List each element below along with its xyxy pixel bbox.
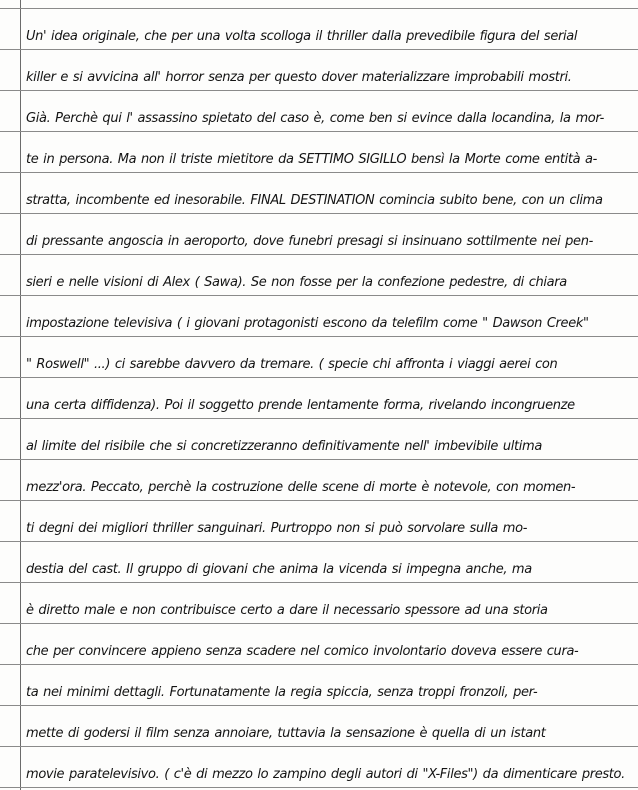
left-margin-line xyxy=(20,0,21,790)
text-line-6: di pressante angoscia in aeroporto, dove funebri presagi si insinuano sottilmente nei pen- xyxy=(26,234,593,249)
text-line-7: sieri e nelle visioni di Alex ( Sawa). Se non fosse per la confezione pedestre, di chiara xyxy=(26,275,567,290)
text-line-5: stratta, incombente ed inesorabile. FINAL DESTINATION comincia subito bene, con un clima xyxy=(26,193,603,208)
text-line-18: mette di godersi il film senza annoiare, tuttavia la sensazione è quella di un istant xyxy=(26,726,546,741)
ruled-line xyxy=(0,8,638,9)
text-line-9: " Roswell" ...) ci sarebbe davvero da tremare. ( specie chi affronta i viaggi aerei con xyxy=(26,357,558,372)
text-line-11: al limite del risibile che si concretizzeranno definitivamente nell' imbevibile ultima xyxy=(26,439,542,454)
text-line-3: Già. Perchè qui l' assassino spietato del caso è, come ben si evince dalla locandina, la mor- xyxy=(26,111,604,126)
text-line-15: è diretto male e non contribuisce certo a dare il necessario spessore ad una storia xyxy=(26,603,548,618)
text-line-19: movie paratelevisivo. ( c'è di mezzo lo zampino degli autori di "X-Files") da dimenticare presto. xyxy=(26,767,625,782)
text-line-13: ti degni dei migliori thriller sanguinari. Purtroppo non si può sorvolare sulla mo- xyxy=(26,521,528,536)
text-line-8: impostazione televisiva ( i giovani protagonisti escono da telefilm come " Dawson Creek" xyxy=(26,316,589,331)
text-line-10: una certa diffidenza). Poi il soggetto prende lentamente forma, rivelando incongruenze xyxy=(26,398,575,413)
text-line-12: mezz'ora. Peccato, perchè la costruzione delle scene di morte è notevole, con momen- xyxy=(26,480,576,495)
text-line-16: che per convincere appieno senza scadere nel comico involontario doveva essere cura- xyxy=(26,644,579,659)
text-line-4: te in persona. Ma non il triste mietitore da SETTIMO SIGILLO bensì la Morte come entità a- xyxy=(26,152,598,167)
text-line-1: Un' idea originale, che per una volta scolloga il thriller dalla prevedibile figura del serial xyxy=(26,29,578,44)
text-line-14: destia del cast. Il gruppo di giovani che anima la vicenda si impegna anche, ma xyxy=(26,562,532,577)
text-line-2: killer e si avvicina all' horror senza per questo dover materializzare improbabili mostri. xyxy=(26,70,572,85)
text-line-17: ta nei minimi dettagli. Fortunatamente la regia spiccia, senza troppi fronzoli, per- xyxy=(26,685,538,700)
